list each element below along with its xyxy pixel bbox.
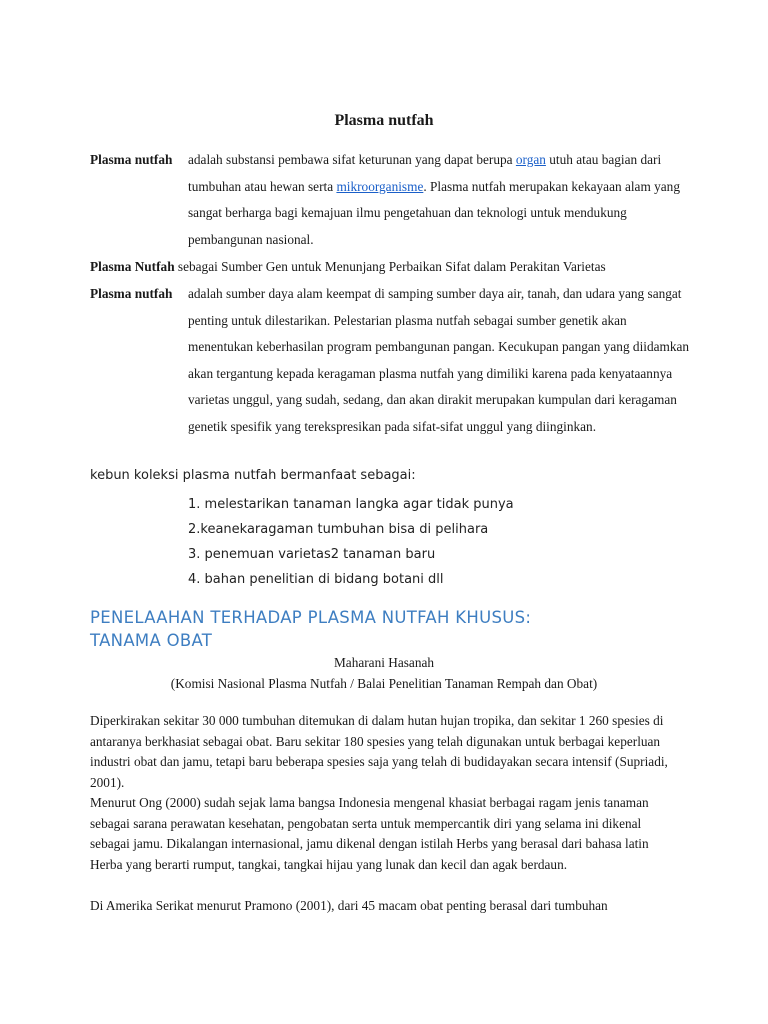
definition-text: adalah substansi pembawa sifat keturunan yang dapat berupa organ utuh atau bagian dari tumbuhan atau hewan serta mikroorganisme. Plasma nutfah merupakan kekayaan alam yang sangat berharga bagi kemajuan ilmu pengetahuan dan teknologi untuk mendukung pembangunan nasional. xyxy=(188,152,680,247)
definition-term: Plasma Nutfah xyxy=(90,259,175,274)
article-paragraph: Diperkirakan sekitar 30 000 tumbuhan ditemukan di dalam hutan hujan tropika, dan sekitar 1 260 spesies di antaranya berkhasiat sebagai obat. Baru sekitar 180 spesies yang telah digunakan untuk berbagai keperluan industri obat dan jamu, tetapi baru beberapa spesies saja yang telah di budidayakan secara intensif (Supriadi, 2001). xyxy=(90,713,668,790)
definition-text: adalah sumber daya alam keempat di samping sumber daya air, tanah, dan udara yang sangat penting untuk dilestarikan. Pelestarian plasma nutfah sebagai sumber genetik akan menentukan keberhasilan program pembangunan pangan. Kecukupan pangan yang diidamkan akan tergantung kepada keragaman plasma nutfah yang dimiliki karena pada kenyataannya varietas unggul, yang sudah, sedang, dan akan dirakit merupakan kumpulan dari keragaman genetik spesifik yang terekspresikan pada sifat-sifat unggul yang diinginkan. xyxy=(188,286,690,434)
definition-block-3 xyxy=(90,281,690,440)
benefits-list xyxy=(188,492,514,592)
list-item: 1. melestarikan tanaman langka agar tidak punya xyxy=(188,497,514,512)
article-heading: PENELAAHAN TERHADAP PLASMA NUTFAH KHUSUS: TANAMA OBAT xyxy=(90,608,532,650)
article-paragraph: Menurut Ong (2000) sudah sejak lama bangsa Indonesia mengenal khasiat berbagai ragam jenis tanaman sebagai sarana perawatan kesehatan, pengobatan serta untuk mempercantik diri yang selama ini dikenal sebagai jamu. Dikalangan internasional, jamu dikenal dengan istilah Herbs yang berasal dari bahasa latin Herba yang berarti rumput, tangkai, tangkai hijau yang lunak dan kecil dan agak berdaun. xyxy=(90,795,649,872)
definition-block-1 xyxy=(90,147,690,253)
definition-block-2 xyxy=(90,254,606,281)
mikroorganisme-link[interactable]: mikroorganisme xyxy=(336,178,424,194)
list-item: 2.keanekaragaman tumbuhan bisa di pelihara xyxy=(188,522,489,537)
article-paragraph: Di Amerika Serikat menurut Pramono (2001), dari 45 macam obat penting berasal dari tumbuhan xyxy=(90,898,608,913)
definition-text: sebagai Sumber Gen untuk Menunjang Perbaikan Sifat dalam Perakitan Varietas xyxy=(177,259,606,274)
page-title: Plasma nutfah xyxy=(334,112,434,129)
article-affiliation: (Komisi Nasional Plasma Nutfah / Balai Penelitian Tanaman Rempah dan Obat) xyxy=(170,676,598,691)
article-author: Maharani Hasanah xyxy=(333,655,435,670)
definition-term: Plasma nutfah xyxy=(90,152,173,167)
kebun-intro: kebun koleksi plasma nutfah bermanfaat sebagai: xyxy=(90,468,416,483)
list-item: 3. penemuan varietas2 tanaman baru xyxy=(188,547,436,562)
definition-term: Plasma nutfah xyxy=(90,286,173,301)
list-item: 4. bahan penelitian di bidang botani dll xyxy=(188,572,444,587)
organ-link[interactable]: organ xyxy=(515,152,546,167)
